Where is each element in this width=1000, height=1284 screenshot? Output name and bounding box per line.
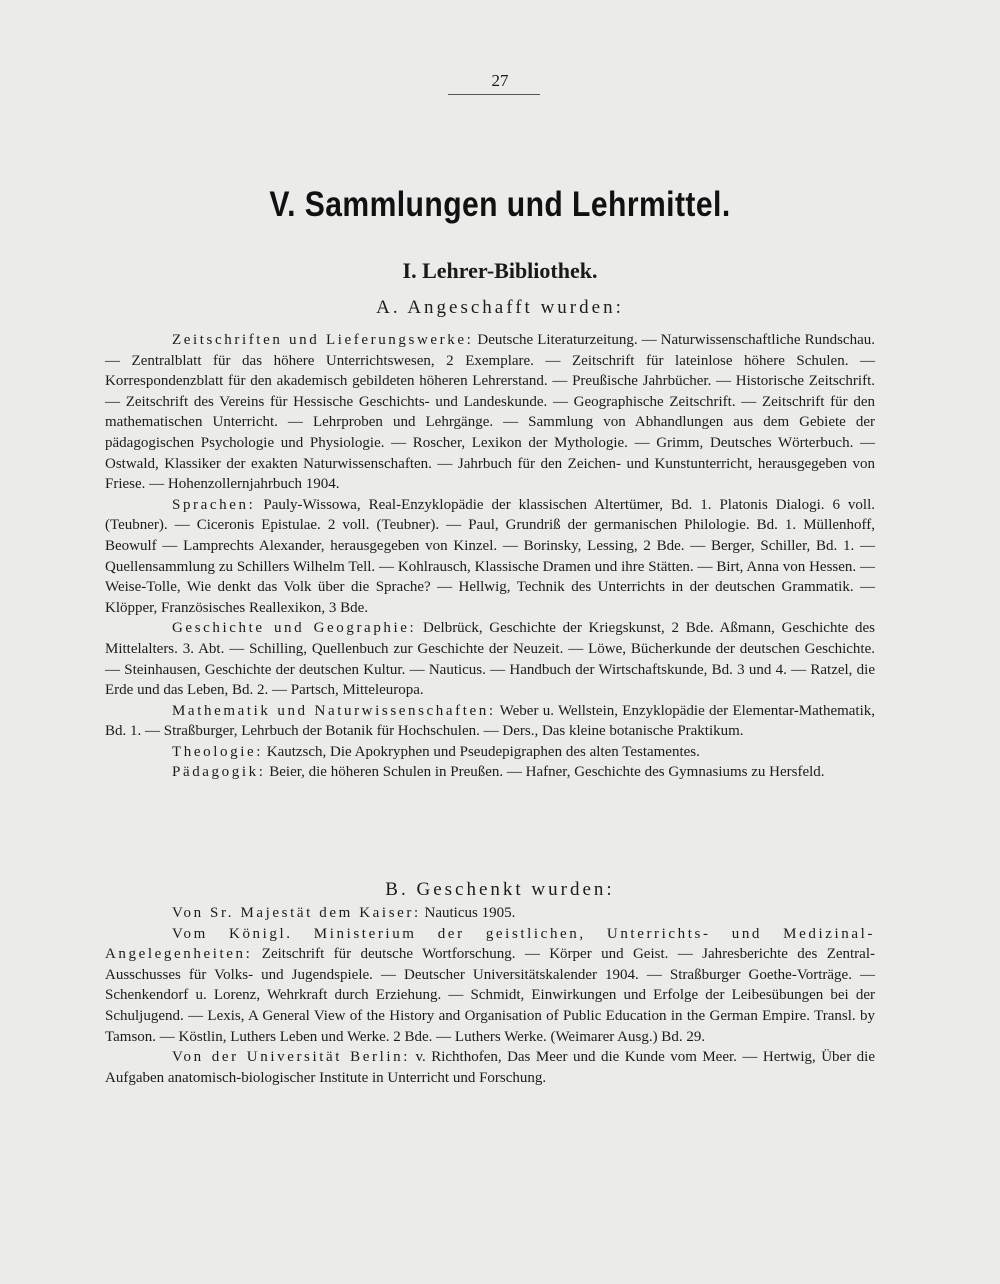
page-number-rule: [448, 94, 540, 95]
paragraph-university-berlin: [105, 1047, 875, 1088]
paragraph-languages: [105, 495, 875, 619]
section-a-body: [105, 330, 875, 783]
page-number: 27: [491, 71, 509, 90]
paragraph-text: Nauticus 1905.: [420, 905, 516, 921]
paragraph-theology: [105, 742, 875, 763]
section-a-heading: A. Angeschafft wurden:: [376, 297, 624, 318]
chapter-title: V. Sammlungen und Lehrmittel.: [269, 185, 731, 224]
paragraph-pedagogy: [105, 762, 875, 783]
paragraph-lead: Sprachen:: [172, 496, 256, 513]
paragraph-history-geography: [105, 618, 875, 700]
paragraph-text: v. Richthofen, Das Meer und die Kunde vom Meer. — Hertwig, Über die Aufgaben anatomisch-biologischer Institute in Unterricht und Forschung.: [105, 1049, 876, 1086]
paragraph-math-science: [105, 701, 875, 742]
paragraph-lead: Mathematik und Naturwissenschaften:: [172, 702, 496, 719]
paragraph-ministry: [105, 924, 875, 1048]
paragraph-lead: Von Sr. Majestät dem Kaiser:: [172, 905, 421, 921]
paragraph-text: Kautzsch, Die Apokryphen und Pseudepigraphen des alten Testamentes.: [262, 743, 700, 760]
paragraph-periodicals: [105, 330, 875, 495]
paragraph-lead: Zeitschriften und Lieferungswerke:: [172, 332, 474, 348]
paragraph-text: Beier, die höheren Schulen in Preußen. — Hafner, Geschichte des Gymnasiums zu Hersfeld.: [265, 764, 825, 781]
paragraph-lead: Vom Königl. Ministerium der geistlichen, Unterrichts- und Medizinal-Angelegenheiten:: [105, 925, 875, 963]
paragraph-lead: Pädagogik:: [172, 764, 266, 781]
paragraph-text: Deutsche Literaturzeitung. — Naturwissenschaftliche Rundschau. — Zentralblatt für das höhere Unterrichtswesen, 2 Exemplare. — Zeitschrift für lateinlose höhere Schulen. — Korrespondenzblatt für den akademisch gebildeten höheren Lehrerstand. — Preußische Jahrbücher. — Historische Zeitschrift. — Zeitschrift des Vereins für Hessische Geschichts- und Landeskunde. — Geographische Zeitschrift. — Zeitschrift für den mathematischen Unterricht. — Lehrproben und Lehrgänge. — Sammlung von Abhandlungen aus dem Gebiete der pädagogischen Psychologie und Physiologie. — Roscher, Lexikon der Mythologie. — Grimm, Deutsches Wörterbuch. — Ostwald, Klassiker der exakten Naturwissenschaften. — Jahrbuch für den Zeichen- und Kunstunterricht, herausgegeben von Friese. — Hohenzollernjahrbuch 1904.: [105, 332, 875, 493]
paragraph-lead: Geschichte und Geographie:: [172, 620, 417, 637]
section-b-body: [105, 903, 875, 1088]
paragraph-text: Pauly-Wissowa, Real-Enzyklopädie der klassischen Altertümer, Bd. 1. Platonis Dialogi. 6 voll. (Teubner). — Ciceronis Epistulae. 2 voll. (Teubner). — Paul, Grundriß der germanischen Philologie. Bd. 1. Müllenhoff, Beowulf — Lamprechts Alexander, herausgegeben von Kinzel. — Borinsky, Lessing, 2 Bde. — Berger, Schiller, Bd. 1. — Quellensammlung zu Schillers Wilhelm Tell. — Kohlrausch, Klassische Dramen und ihre Stätten. — Birt, Anna von Hessen. — Weise-Tolle, Wie denkt das Volk über die Sprache? — Hellwig, Technik des Unterrichts in der deutschen Grammatik. — Klöpper, Französisches Reallexikon, 3 Bde.: [105, 496, 875, 616]
paragraph-lead: Theologie:: [172, 743, 263, 760]
section-subtitle: I. Lehrer-Bibliothek.: [402, 258, 598, 283]
paragraph-text: Zeitschrift für deutsche Wortforschung. — Körper und Geist. — Jahresberichte des Zentral-Ausschusses für Volks- und Jugendspiele. — Deutscher Universitätskalender 1904. — Straßburger Goethe-Vorträge. — Schenkendorf u. Lorenz, Wehrkraft durch Erziehung. — Schmidt, Einwirkungen und Erfolge der Leibesübungen bei der Schuljugend. — Lexis, A General View of the History and Organisation of Public Education in the German Empire. Transl. by Tamson. — Köstlin, Luthers Leben und Werke. 2 Bde. — Luthers Werke. (Weimarer Ausg.) Bd. 29.: [105, 946, 875, 1045]
paragraph-lead: Von der Universität Berlin:: [172, 1049, 410, 1066]
section-b-heading: B. Geschenkt wurden:: [385, 879, 615, 900]
paragraph-text: Weber u. Wellstein, Enzyklopädie der Elementar-Mathematik, Bd. 1. — Straßburger, Lehrbuch der Botanik für Hochschulen. — Ders., Das kleine botanische Praktikum.: [105, 702, 876, 740]
paragraph-kaiser: [105, 903, 875, 924]
paragraph-text: Delbrück, Geschichte der Kriegskunst, 2 Bde. Aßmann, Geschichte des Mittelalters. 3. Abt. — Schilling, Quellenbuch zur Geschichte der Neuzeit. — Löwe, Bücherkunde der deutschen Geschichte. — Steinhausen, Geschichte der deutschen Kultur. — Nauticus. — Handbuch der Wirtschaftskunde, Bd. 3 und 4. — Ratzel, die Erde und das Leben, Bd. 2. — Partsch, Mitteleuropa.: [105, 620, 875, 699]
